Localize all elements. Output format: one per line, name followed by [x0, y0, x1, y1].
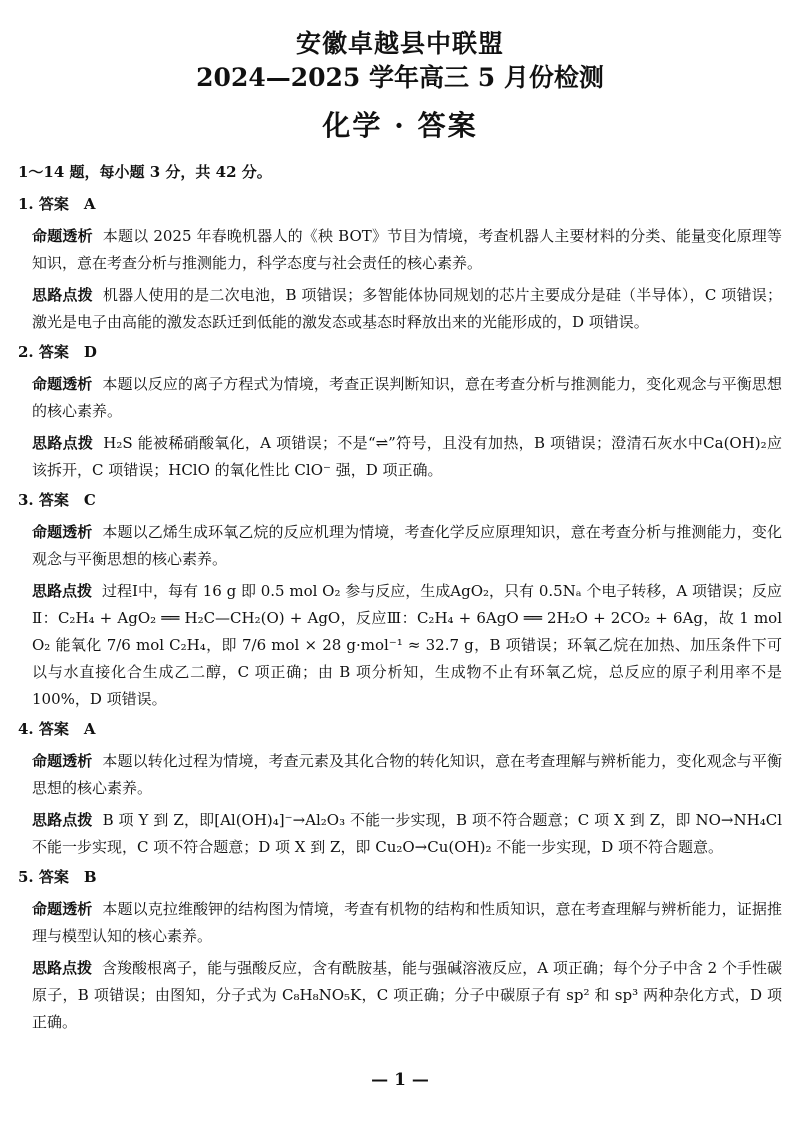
hint-text: 含羧酸根离子，能与强酸反应，含有酰胺基，能与强碱溶液反应，A 项正确；每个分子中含 2 个手性碳原子，B 项错误；由图知，分子式为 C₈H₈NO₅K，C 项正确；分子中碳原子有 sp² 和 sp³ 两种杂化方式，D 项正确。 [32, 959, 782, 1031]
hint-block [32, 955, 782, 1036]
hint-text: 过程Ⅰ中，每有 16 g 即 0.5 mol O₂ 参与反应，生成AgO₂，只有 0.5Nₐ 个电子转移，A 项错误；反应Ⅱ：C₂H₄ + AgO₂ ══ H₂C—CH₂(O) + AgO，反应Ⅲ：C₂H₄ + 6AgO ══ 2H₂O + 2CO₂ + 6Ag，故 1 mol O₂ 能氧化 7/6 mol C₂H₄，即 7/6 mol × 28 g·mol⁻¹ ≈ 32.7 g，B 项错误；环氧乙烷在加热、加压条件下可以与水直接化合生成乙二醇，C 项正确；由 B 项分析知，生成物不止有环氧乙烷，总反应的原子利用率不是 100%，D 项错误。 [32, 582, 782, 708]
hint-block [32, 282, 782, 336]
hint-block [32, 807, 782, 861]
hint-block [32, 578, 782, 713]
exam-title: 2024—2025 学年高三 5 月份检测 [196, 63, 604, 92]
hint-label: 思路点拨 [32, 434, 94, 452]
analysis-text: 本题以乙烯生成环氧乙烷的反应机理为情境，考查化学反应原理知识，意在考查分析与推测能力，变化观念与平衡思想的核心素养。 [32, 523, 782, 568]
analysis-block [32, 519, 782, 573]
answer-heading: 1. 答案 A [18, 195, 96, 213]
answer-heading: 5. 答案 B [18, 868, 97, 886]
alliance-title: 安徽卓越县中联盟 [295, 29, 504, 58]
analysis-text: 本题以转化过程为情境，考查元素及其化合物的转化知识，意在考查理解与辨析能力，变化观念与平衡思想的核心素养。 [32, 752, 782, 797]
scoring-intro: 1～14 题，每小题 3 分，共 42 分。 [18, 163, 272, 181]
question-3 [18, 486, 782, 713]
analysis-block [32, 748, 782, 802]
analysis-label: 命题透析 [32, 227, 93, 245]
hint-label: 思路点拨 [32, 286, 93, 304]
hint-text: H₂S 能被稀硝酸氧化，A 项错误；不是“⇌”符号，且没有加热，B 项错误；澄清石灰水中Ca(OH)₂应该拆开，C 项错误；HClO 的氧化性比 ClO⁻ 强，D 项正确。 [32, 434, 782, 479]
analysis-label: 命题透析 [32, 375, 93, 393]
analysis-label: 命题透析 [32, 752, 93, 770]
question-1 [18, 190, 782, 336]
answer-heading: 2. 答案 D [18, 343, 97, 361]
analysis-label: 命题透析 [32, 900, 93, 918]
question-5 [18, 863, 782, 1036]
hint-text: 机器人使用的是二次电池，B 项错误；多智能体协同规划的芯片主要成分是硅（半导体），C 项错误；激光是电子由高能的激发态跃迁到低能的激发态或基态时释放出来的光能形成的，D 项错误。 [32, 286, 782, 331]
hint-block [32, 430, 782, 484]
hint-label: 思路点拨 [32, 811, 93, 829]
analysis-label: 命题透析 [32, 523, 93, 541]
analysis-text: 本题以反应的离子方程式为情境，考查正误判断知识，意在考查分析与推测能力，变化观念与平衡思想的核心素养。 [32, 375, 782, 420]
analysis-block [32, 371, 782, 425]
analysis-text: 本题以 2025 年春晚机器人的《秧 BOT》节目为情境，考查机器人主要材料的分类、能量变化原理等知识，意在考查分析与推测能力，科学态度与社会责任的核心素养。 [32, 227, 782, 272]
page-number: — 1 — [371, 1070, 429, 1090]
analysis-block [32, 223, 782, 277]
hint-text: B 项 Y 到 Z，即[Al(OH)₄]⁻→Al₂O₃ 不能一步实现，B 项不符合题意；C 项 X 到 Z，即 NO→NH₄Cl 不能一步实现，C 项不符合题意；D 项 X 到 Z，即 Cu₂O→Cu(OH)₂ 不能一步实现，D 项不符合题意。 [32, 811, 782, 856]
analysis-text: 本题以克拉维酸钾的结构图为情境，考查有机物的结构和性质知识，意在考查理解与辨析能力，证据推理与模型认知的核心素养。 [32, 900, 782, 945]
hint-label: 思路点拨 [32, 959, 93, 977]
question-2 [18, 338, 782, 484]
subject-title: 化学 · 答案 [322, 109, 478, 142]
answers-body [18, 158, 782, 1036]
hint-label: 思路点拨 [32, 582, 93, 600]
analysis-block [32, 896, 782, 950]
answer-heading: 4. 答案 A [18, 720, 96, 738]
question-4 [18, 715, 782, 861]
answer-heading: 3. 答案 C [18, 491, 96, 509]
